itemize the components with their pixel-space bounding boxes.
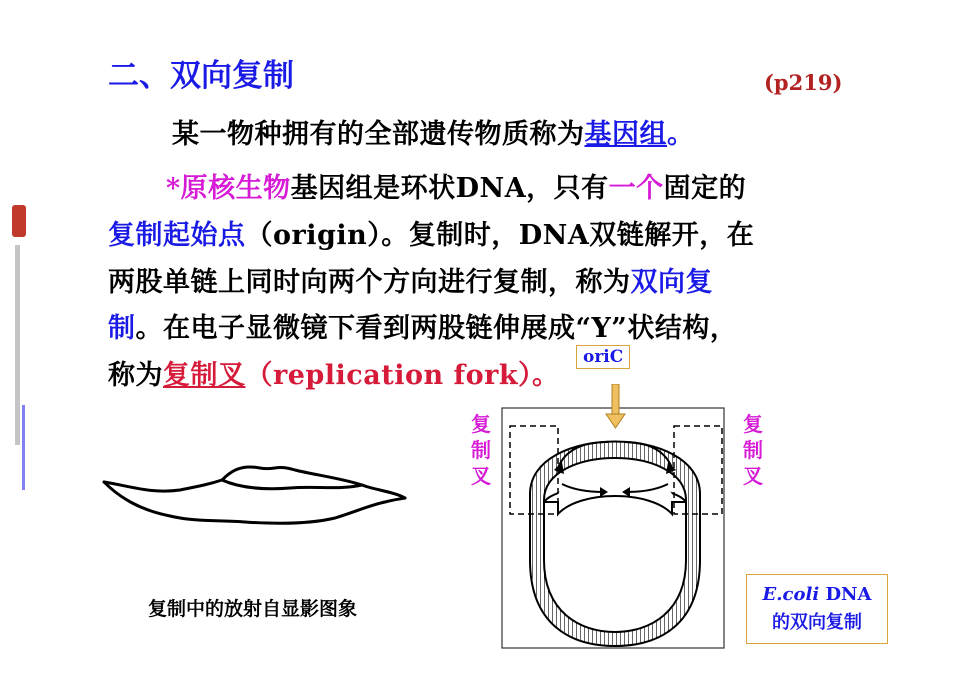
oric-arrow-shaft bbox=[612, 384, 619, 414]
paragraph-line-1 bbox=[172, 112, 695, 151]
ecoli-caption-line2: 的双向复制 bbox=[772, 612, 862, 633]
line2-text: 基因组是环状DNA，只有 bbox=[290, 173, 609, 204]
prokaryote-term: 原核生物 bbox=[180, 173, 291, 204]
genome-term: 基因组 bbox=[584, 119, 667, 150]
one-term: 一个 bbox=[608, 173, 664, 204]
line4-text: 两股单链上同时向两个方向进行复制，称为 bbox=[108, 267, 631, 298]
page-reference: (p219) bbox=[764, 70, 843, 95]
bidirectional-term-end: 制 bbox=[108, 313, 136, 344]
autoradiograph-sketch bbox=[100, 450, 420, 570]
replication-fork-english: （replication fork）。 bbox=[245, 360, 560, 391]
origin-term: 复制起始点 bbox=[108, 220, 246, 251]
ecoli-caption-box bbox=[746, 574, 888, 644]
middle-strand bbox=[222, 480, 362, 489]
oric-arrow-head bbox=[606, 414, 625, 428]
paragraph-line-2 bbox=[166, 166, 746, 205]
line6-text: 称为 bbox=[108, 360, 163, 391]
fork-label-left: 复 制 叉 bbox=[471, 412, 491, 488]
period: 。 bbox=[667, 119, 695, 150]
watermark-strip bbox=[10, 205, 36, 495]
watermark-logo-icon bbox=[10, 205, 36, 495]
ecoli-dna: DNA bbox=[819, 584, 872, 605]
paragraph-line-6 bbox=[108, 353, 560, 392]
line2-text-end: 固定的 bbox=[663, 173, 747, 204]
paragraph-line-3 bbox=[108, 213, 754, 252]
upper-strand bbox=[104, 467, 405, 498]
bidirectional-term: 双向复 bbox=[630, 267, 713, 298]
paragraph-line-5 bbox=[108, 306, 737, 345]
line5-text: 。在电子显微镜下看到两股链伸展成“Y”状结构， bbox=[135, 313, 738, 344]
slide-title: 二、双向复制 bbox=[108, 58, 294, 94]
star-marker: * bbox=[166, 173, 181, 204]
genome-definition-text: 某一物种拥有的全部遗传物质称为 bbox=[172, 119, 585, 150]
oric-label: oriC bbox=[576, 345, 630, 369]
figure-caption: 复制中的放射自显影图象 bbox=[148, 598, 358, 620]
line3-text: （origin）。复制时，DNA双链解开，在 bbox=[245, 220, 755, 251]
paragraph-line-4 bbox=[108, 260, 713, 299]
fork-label-right: 复 制 叉 bbox=[743, 412, 763, 488]
ecoli-species: E.coli bbox=[762, 584, 820, 605]
ecoli-replication-diagram bbox=[500, 384, 740, 656]
replication-fork-term: 复制叉 bbox=[163, 360, 246, 391]
